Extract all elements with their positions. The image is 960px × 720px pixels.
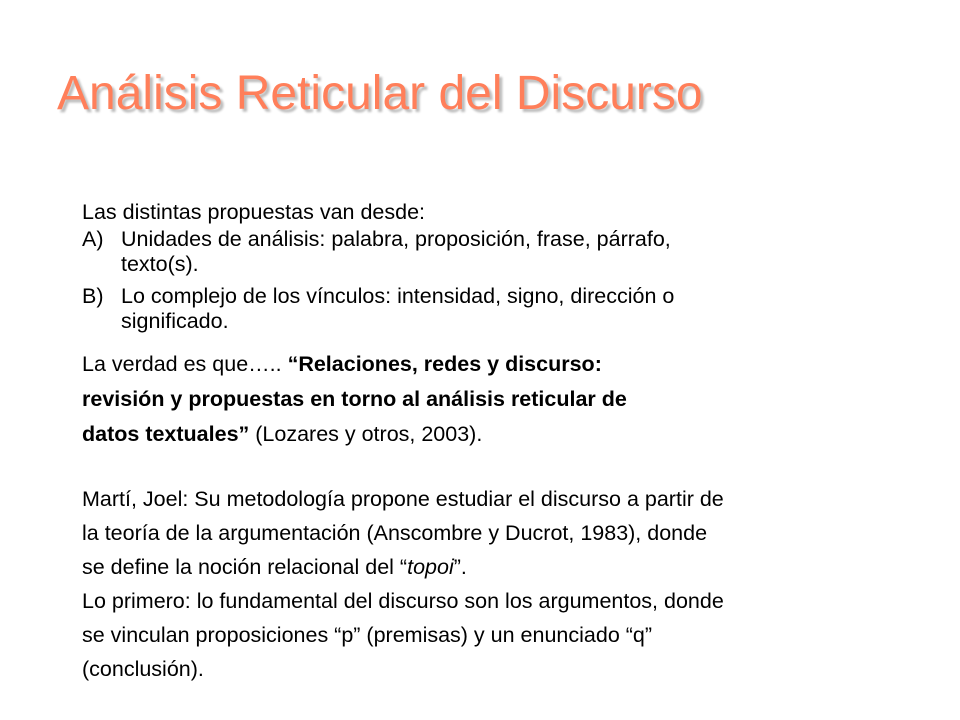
slide-body [82, 197, 902, 686]
topoi-term: topoi [407, 555, 454, 579]
reference-title-2: revisión y propuestas en torno al análisis reticular de [82, 387, 627, 411]
reference-citation: (Lozares y otros, 2003). [249, 422, 483, 446]
list-line: Lo complejo de los vínculos: intensidad, signo, dirección o [121, 284, 675, 308]
marti-line: se define la noción relacional del “ [82, 555, 408, 579]
intro-text: Las distintas propuestas van desde: [82, 200, 426, 224]
reference-title-1: “Relaciones, redes y discurso: [287, 352, 602, 376]
reference-prefix: La verdad es que….. [82, 352, 288, 376]
list-line: texto(s). [121, 252, 199, 276]
list-marker: B) [82, 284, 104, 308]
marti-line: Martí, Joel: Su metodología propone estudiar el discurso a partir de [82, 487, 724, 511]
marti-line: la teoría de la argumentación (Anscombre y Ducrot, 1983), donde [82, 521, 708, 545]
list-text [121, 227, 902, 277]
list-line: Unidades de análisis: palabra, proposición, frase, párrafo, [121, 227, 671, 251]
marti-line: se vinculan proposiciones “p” (premisas) y un enunciado “q” [82, 623, 653, 647]
marti-line: Lo primero: lo fundamental del discurso son los argumentos, donde [82, 589, 724, 613]
marti-line: ”. [453, 555, 467, 579]
list-text [121, 284, 902, 334]
marti-line: (conclusión). [82, 657, 204, 681]
list-line: significado. [121, 309, 229, 333]
marti-paragraph [82, 482, 902, 686]
list-marker: A) [82, 227, 104, 251]
slide-title: Análisis Reticular del Discurso [57, 67, 703, 120]
list-item-b [82, 284, 902, 334]
reference-paragraph [82, 347, 902, 452]
reference-title-3: datos textuales” [82, 422, 250, 446]
list-item-a [82, 227, 902, 277]
